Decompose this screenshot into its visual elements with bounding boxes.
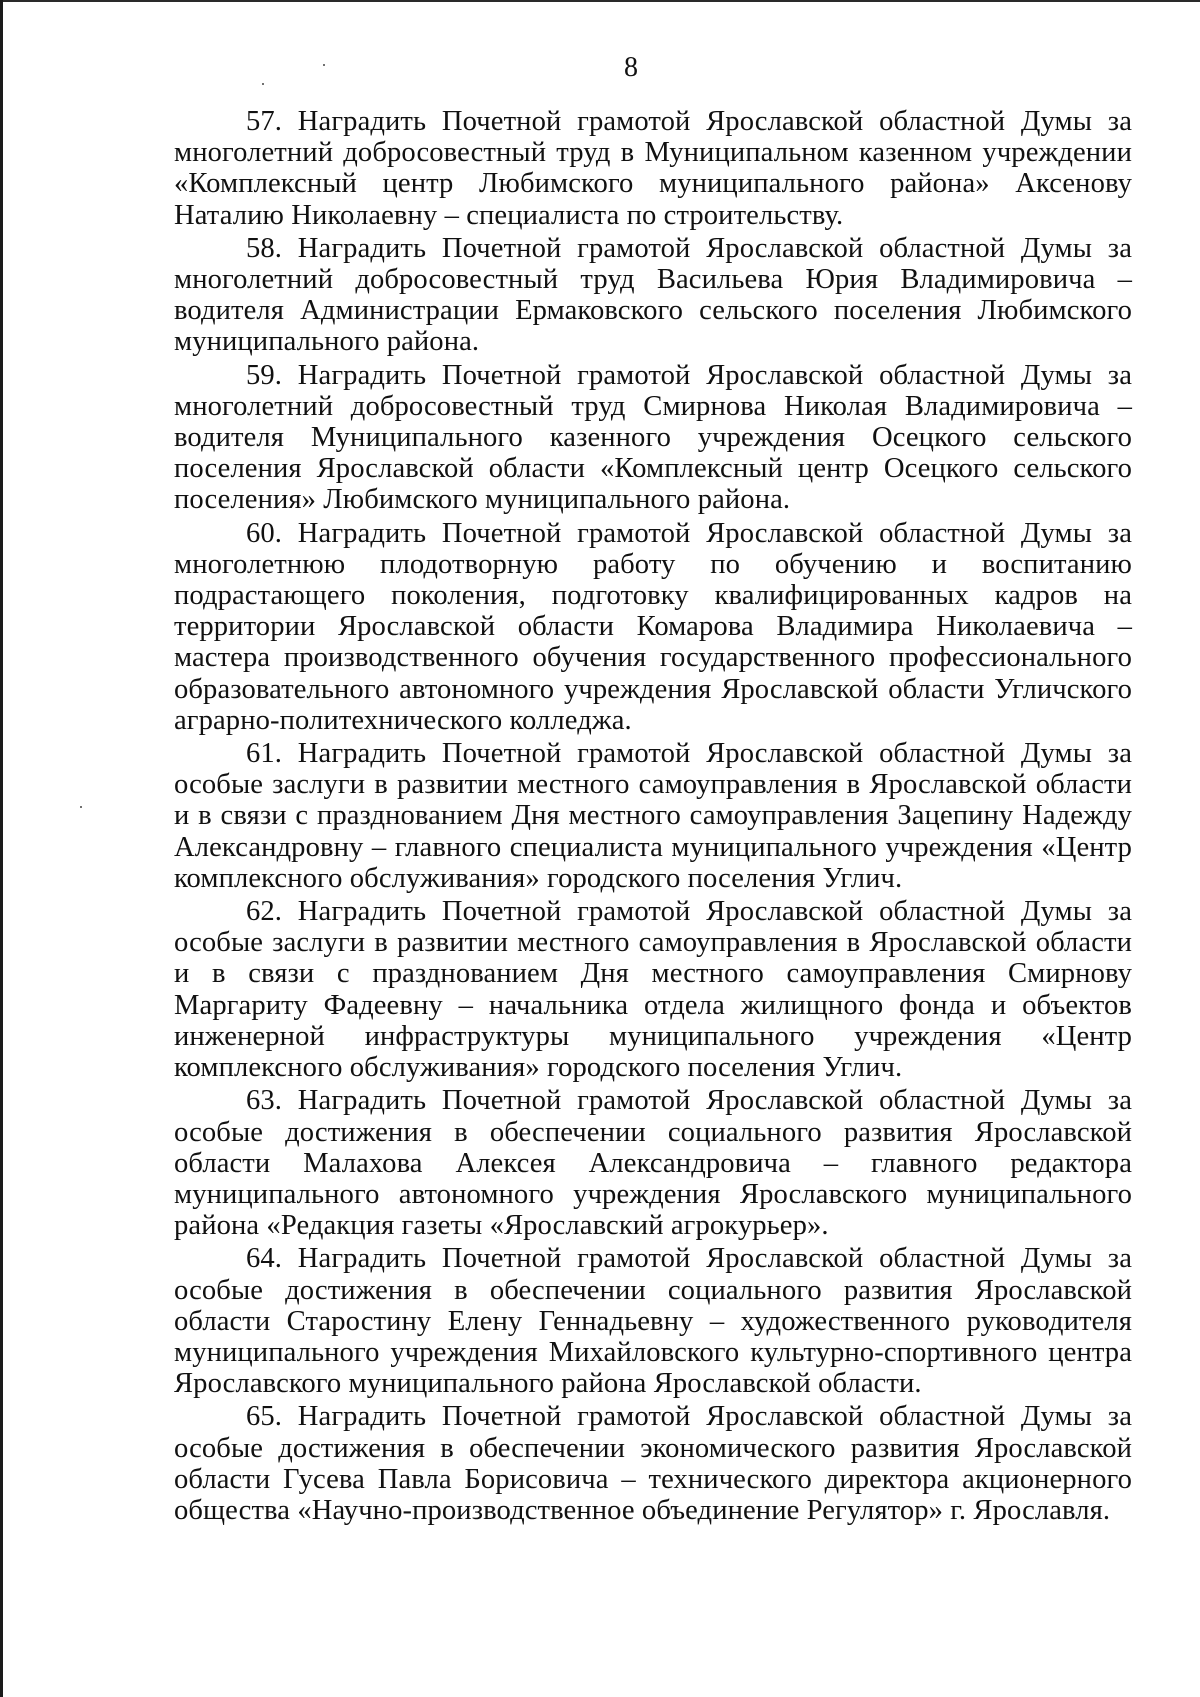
paragraph-62: 62. Наградить Почетной грамотой Ярославской областной Думы за особые заслуги в развитии местного самоуправления в Ярославской области и в связи с празднованием Дня местного самоуправления Смирнову Маргариту Фадеевну – начальника отдела жилищного фонда и объектов инженерной инфраструктуры муниципального учреждения «Центр комплексного обслуживания» городского поселения Углич. xyxy=(174,896,1132,1084)
paragraph-63: 63. Наградить Почетной грамотой Ярославской областной Думы за особые достижения в обеспечении социального развития Ярославской области Малахова Алексея Александровича – главного редактора муниципального автономного учреждения Ярославского муниципального района «Редакция газеты «Ярославский агрокурьер». xyxy=(174,1085,1132,1242)
paragraph-59: 59. Наградить Почетной грамотой Ярославской областной Думы за многолетний добросовестный труд Смирнова Николая Владимировича – водителя Муниципального казенного учреждения Осецкого сельского поселения Ярославской области «Комплексный центр Осецкого сельского поселения» Любимского муниципального района. xyxy=(174,359,1132,516)
page-number: 8 xyxy=(624,52,638,83)
paragraph-61: 61. Наградить Почетной грамотой Ярославской областной Думы за особые заслуги в развитии местного самоуправления в Ярославской области и в связи с празднованием Дня местного самоуправления Зацепину Надежду Александровну – главного специалиста муниципального учреждения «Центр комплексного обслуживания» городского поселения Углич. xyxy=(174,738,1132,894)
paragraph-58: 58. Наградить Почетной грамотой Ярославской областной Думы за многолетний добросовестный труд Васильева Юрия Владимировича – водителя Администрации Ермаковского сельского поселения Любимского муниципального района. xyxy=(174,232,1132,358)
scan-speck xyxy=(80,806,82,808)
scan-edge-top xyxy=(0,0,1200,2)
document-body xyxy=(174,106,1132,1526)
scan-edge-left xyxy=(0,0,3,1697)
paragraph-60: 60. Наградить Почетной грамотой Ярославской областной Думы за многолетнюю плодотворную работу по обучению и воспитанию подрастающего поколения, подготовку квалифицированных кадров на территории Ярославской области Комарова Владимира Николаевича – мастера производственного обучения государственного профессионального образовательного автономного учреждения Ярославской области Угличского аграрно-политехнического колледжа. xyxy=(174,517,1132,736)
paragraph-64: 64. Наградить Почетной грамотой Ярославской областной Думы за особые достижения в обеспечении социального развития Ярославской области Старостину Елену Геннадьевну – художественного руководителя муниципального учреждения Михайловского культурно-спортивного центра Ярославского муниципального района Ярославской области. xyxy=(174,1243,1132,1400)
paragraph-65: 65. Наградить Почетной грамотой Ярославской областной Думы за особые достижения в обеспечении экономического развития Ярославской области Гусева Павла Борисовича – технического директора акционерного общества «Научно-производственное объединение Регулятор» г. Ярославля. xyxy=(174,1401,1132,1526)
paragraph-57: 57. Наградить Почетной грамотой Ярославской областной Думы за многолетний добросовестный труд в Муниципальном казенном учреждении «Комплексный центр Любимского муниципального района» Аксенову Наталию Николаевну – специалиста по строительству. xyxy=(174,106,1132,231)
